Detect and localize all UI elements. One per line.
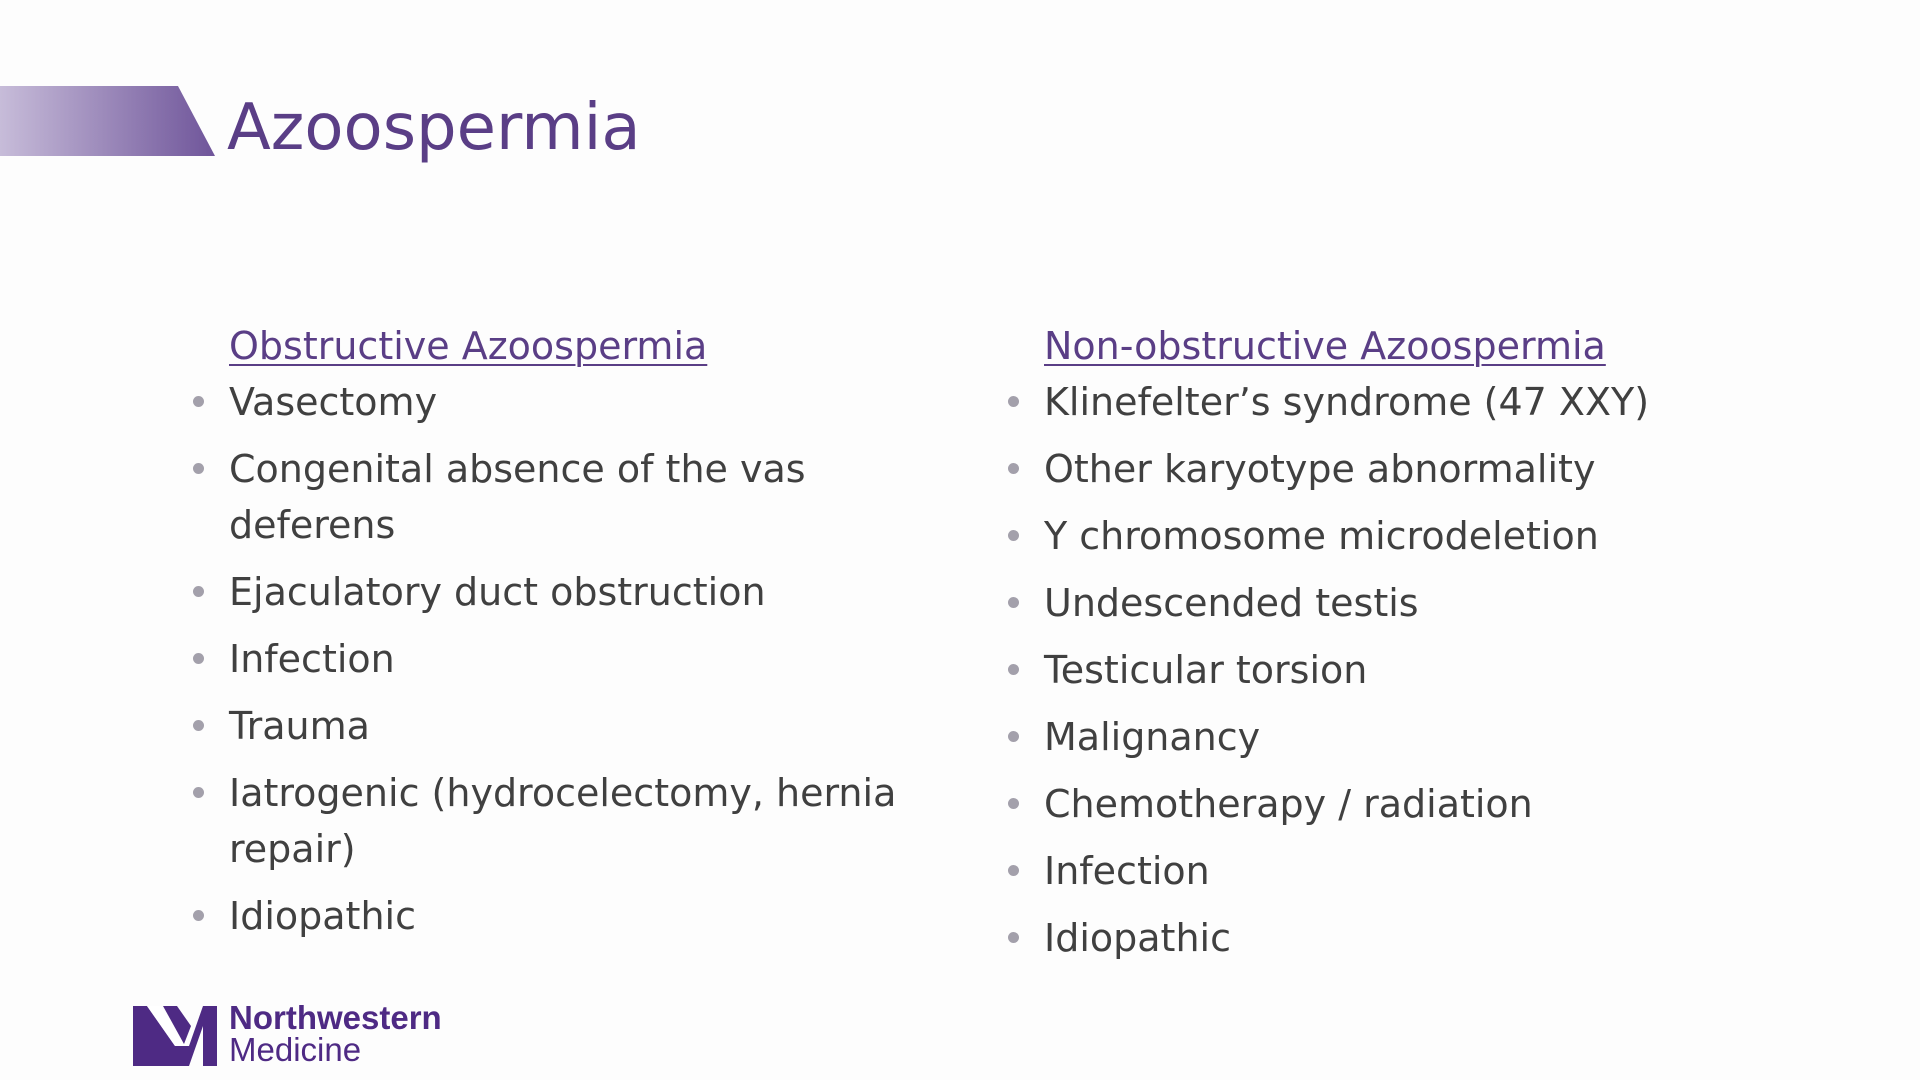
list-item [185,441,905,553]
obstructive-list [185,374,905,944]
list-item-text: Ejaculatory duct obstruction [229,570,766,614]
list-item [1000,709,1760,765]
bullet-icon [1008,463,1019,474]
logo-name: Northwestern [229,999,442,1036]
non-obstructive-list [1000,374,1760,966]
list-item-text: Undescended testis [1044,581,1419,625]
logo-subtitle: Medicine [229,1031,362,1068]
bullet-icon [1008,731,1019,742]
bullet-icon [193,910,204,921]
bullet-icon [193,787,204,798]
list-item-text: Congenital absence of the vas deferens [229,447,806,547]
list-item [1000,843,1760,899]
list-item [1000,441,1760,497]
bullet-icon [1008,798,1019,809]
non-obstructive-column [1000,318,1760,966]
bullet-icon [1008,396,1019,407]
bullet-icon [193,463,204,474]
list-item-text: Y chromosome microdeletion [1044,514,1599,558]
list-item [185,631,905,687]
list-item-text: Idiopathic [229,894,416,938]
obstructive-column [185,318,905,944]
list-item-text: Trauma [229,704,370,748]
list-item-text: Infection [1044,849,1210,893]
obstructive-heading: Obstructive Azoospermia [229,324,708,368]
list-item [185,765,905,877]
non-obstructive-heading: Non-obstructive Azoospermia [1044,324,1606,368]
list-item [1000,374,1760,430]
list-item [185,888,905,944]
list-item-text: Idiopathic [1044,916,1231,960]
list-item-text: Iatrogenic (hydrocelectomy, hernia repair) [229,771,897,871]
list-item [1000,642,1760,698]
list-item-text: Chemotherapy / radiation [1044,782,1533,826]
list-item [1000,910,1760,966]
list-item-text: Vasectomy [229,380,438,424]
bullet-icon [1008,932,1019,943]
list-item-text: Klinefelter’s syndrome (47 XXY) [1044,380,1650,424]
bullet-icon [193,396,204,407]
bullet-icon [1008,865,1019,876]
list-item-text: Testicular torsion [1044,648,1368,692]
list-item [185,698,905,754]
bullet-icon [1008,597,1019,608]
bullet-icon [193,586,204,597]
list-item-text: Infection [229,637,395,681]
list-item [185,564,905,620]
bullet-icon [1008,530,1019,541]
slide-title: Azoospermia [227,91,641,165]
bullet-icon [193,720,204,731]
bullet-icon [1008,664,1019,675]
list-item [1000,575,1760,631]
bullet-icon [193,653,204,664]
list-item-text: Malignancy [1044,715,1261,759]
list-item [185,374,905,430]
northwestern-medicine-logo-icon [133,1006,217,1066]
list-item [1000,508,1760,564]
list-item [1000,776,1760,832]
northwestern-medicine-logo [133,999,473,1068]
list-item-text: Other karyotype abnormality [1044,447,1596,491]
title-accent-bar [0,86,215,156]
